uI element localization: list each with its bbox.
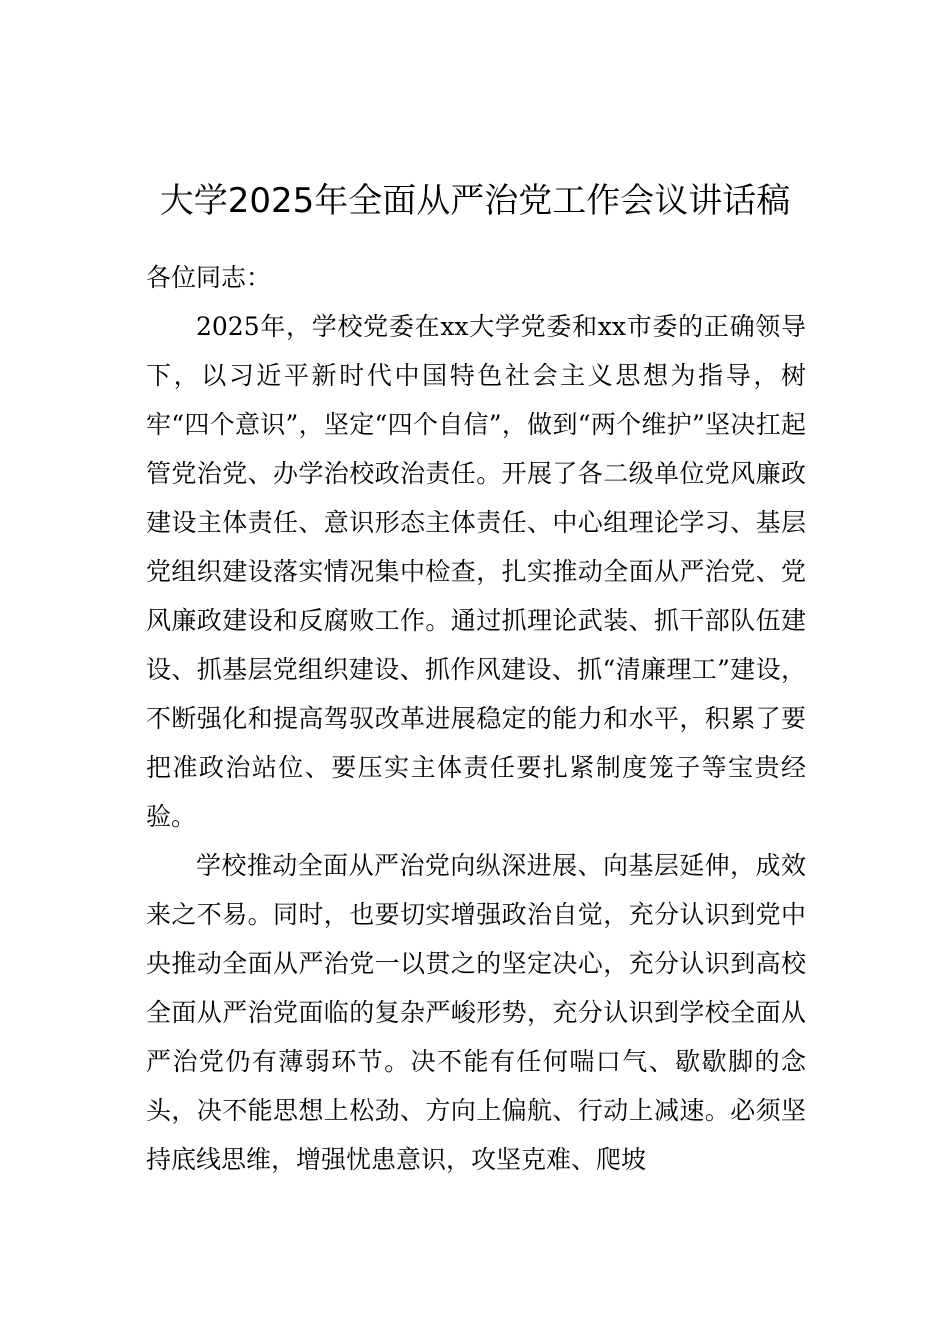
paragraph-1: 2025年，学校党委在xx大学党委和xx市委的正确领导下，以习近平新时代中国特色社会主义思想为指导，树牢“四个意识”，坚定“四个自信”，做到“两个维护”坚决扛起管党治党、办学治校政治责任。开展了各二级单位党风廉政建设主体责任、意识形态主体责任、中心组理论学习、基层党组织建设落实情况集中检查，扎实推动全面从严治党、党风廉政建设和反腐败工作。通过抓理论武装、抓干部队伍建设、抓基层党组织建设、抓作风建设、抓“清廉理工”建设，不断强化和提高驾驭改革进展稳定的能力和水平，积累了要把准政治站位、要压实主体责任要扎紧制度笼子等宝贵经验。	[146, 312, 806, 831]
document-title: 大学2025年全面从严治党工作会议讲话稿	[159, 181, 791, 221]
paragraph-2: 学校推动全面从严治党向纵深进展、向基层延伸，成效来之不易。同时，也要切实增强政治自觉，充分认识到党中央推动全面从严治党一以贯之的坚定决心，充分认识到高校全面从严治党面临的复杂严峻形势，充分认识到学校全面从严治党仍有薄弱环节。决不能有任何喘口气、歇歇脚的念头，决不能思想上松劲、方向上偏航、行动上减速。必须坚持底线思维，增强忧患意识，攻坚克难、爬坡	[146, 851, 806, 1174]
salutation: 各位同志：	[146, 263, 272, 292]
document-body	[146, 253, 806, 1184]
